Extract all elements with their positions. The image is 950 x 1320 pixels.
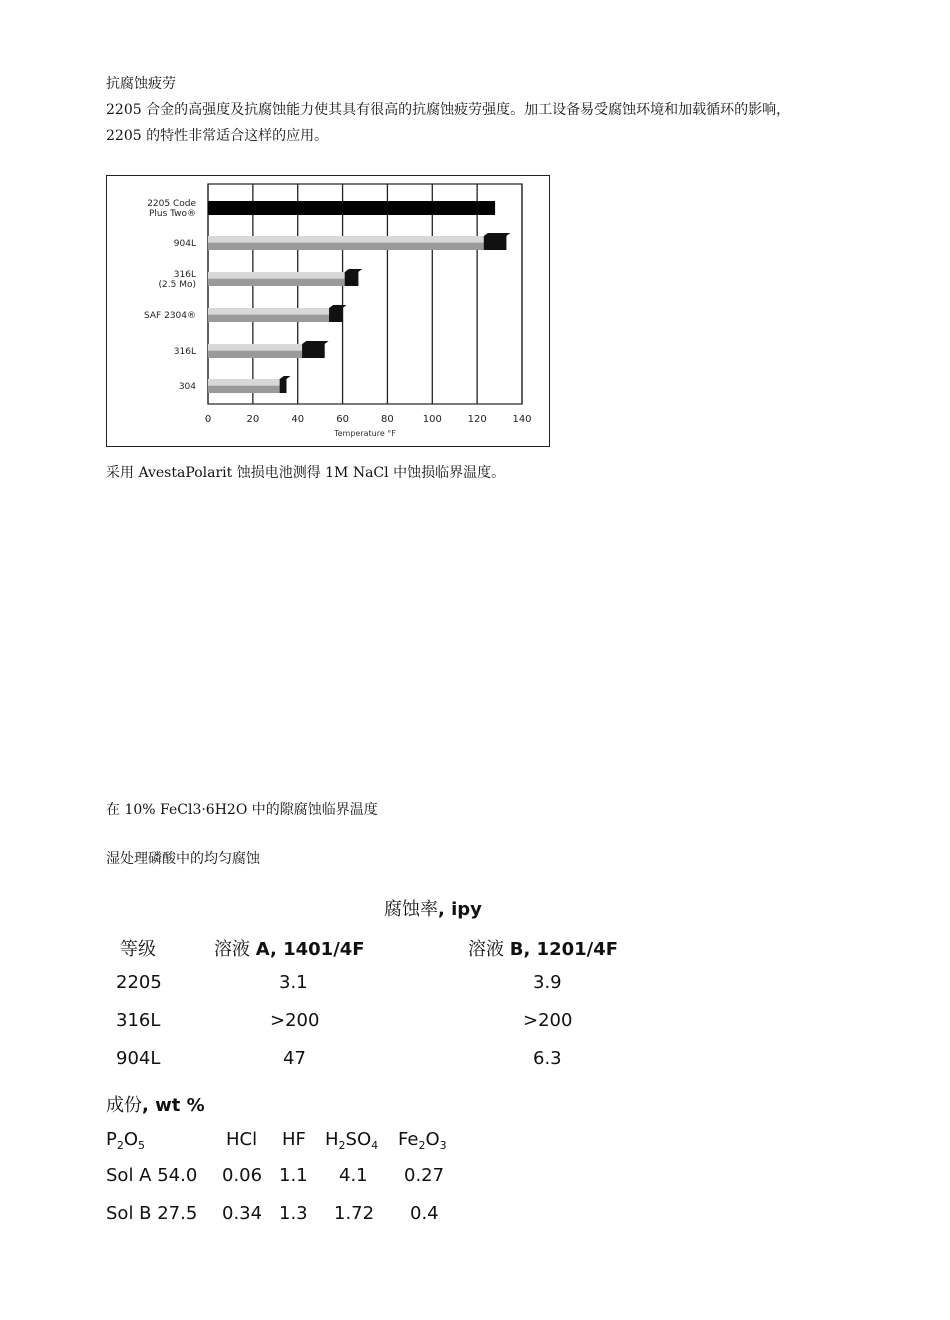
paragraph-line-2: 2205 的特性非常适合这样的应用。 <box>106 128 329 144</box>
category-label: 304 <box>178 382 196 392</box>
x-tick-label: 60 <box>336 414 349 425</box>
col-b-cn: 溶液 <box>468 939 510 960</box>
fe2o3-value: 0.4 <box>410 1203 439 1224</box>
col-a-en: A, 1401/4F <box>255 939 365 960</box>
bar-cap-face <box>484 236 506 250</box>
sub: 4 <box>371 1139 379 1152</box>
x-tick-label: 0 <box>204 414 212 425</box>
x-tick-label: 100 <box>422 414 442 425</box>
chart-svg <box>107 176 549 446</box>
hcl-value: 0.34 <box>222 1203 263 1224</box>
sub: 2 <box>116 1139 124 1152</box>
paragraph-line-1: 2205 合金的高强度及抗腐蚀能力使其具有很高的抗腐蚀疲劳强度。加工设备易受腐蚀环境和加载循环的影响， <box>106 102 791 118</box>
category-label: 2205 Code <box>147 199 196 209</box>
fe: Fe <box>398 1129 419 1150</box>
category-label: 904L <box>173 239 196 249</box>
header-hcl: HCl <box>226 1129 258 1150</box>
bar <box>208 201 495 215</box>
sub: 5 <box>138 1139 146 1152</box>
header-p2o5 <box>106 1129 145 1150</box>
section-heading: 抗腐蚀疲劳 <box>106 76 176 92</box>
row-a: >200 <box>270 1010 320 1031</box>
sol-label: Sol B 27.5 <box>106 1203 198 1224</box>
x-tick-label: 40 <box>291 414 305 425</box>
bar <box>208 379 280 393</box>
phosphoric-caption: 湿处理磷酸中的均匀腐蚀 <box>106 851 260 867</box>
bar <box>208 272 345 286</box>
col-b-en: B, 1201/4F <box>509 939 619 960</box>
bar-cap-face <box>345 272 358 286</box>
category-label: 316L <box>173 347 196 357</box>
composition-title-cn: 成份 <box>106 1095 142 1116</box>
category-label: 316L <box>173 270 196 280</box>
x-tick-label: 140 <box>512 414 532 425</box>
row-b: 6.3 <box>533 1048 562 1069</box>
crevice-caption: 在 10% FeCl3·6H2O 中的隙腐蚀临界温度 <box>106 802 378 818</box>
composition-title <box>106 1091 205 1117</box>
row-a: 47 <box>283 1048 306 1069</box>
chart-caption: 采用 AvestaPolarit 蚀损电池测得 1M NaCl 中蚀损临界温度。 <box>106 465 506 481</box>
h2so4-value: 1.72 <box>334 1203 375 1224</box>
sub: 2 <box>418 1139 426 1152</box>
row-b: >200 <box>523 1010 573 1031</box>
corrosion-table-title <box>384 895 482 921</box>
row-grade: 316L <box>116 1010 161 1031</box>
h2so4-value: 4.1 <box>339 1165 368 1186</box>
plot-area <box>208 184 522 404</box>
header-h2so4 <box>325 1129 378 1150</box>
row-grade: 904L <box>116 1048 161 1069</box>
category-label: Plus Two® <box>148 209 196 219</box>
x-axis-label: Temperature °F <box>334 429 396 438</box>
hf-value: 1.1 <box>279 1165 308 1186</box>
bar <box>208 344 302 358</box>
x-tick-label: 20 <box>246 414 260 425</box>
composition-title-en: , wt % <box>142 1095 205 1116</box>
x-tick-label: 120 <box>467 414 487 425</box>
bar-cap-face <box>329 308 342 322</box>
pitting-temperature-chart <box>106 175 550 447</box>
hf-value: 1.3 <box>279 1203 308 1224</box>
corrosion-title-cn: 腐蚀率 <box>384 899 438 920</box>
category-label: SAF 2304® <box>144 311 196 321</box>
row-b: 3.9 <box>533 972 562 993</box>
o: O <box>425 1129 440 1150</box>
corrosion-title-en: , ipy <box>438 899 482 920</box>
col-a-cn: 溶液 <box>214 939 256 960</box>
bar-cap-face <box>280 379 287 393</box>
col-grade-header: 等级 <box>120 939 156 960</box>
header-fe2o3 <box>398 1129 447 1150</box>
h: H <box>325 1129 339 1150</box>
p: P <box>106 1129 117 1150</box>
fe2o3-value: 0.27 <box>404 1165 445 1186</box>
sub: 3 <box>439 1139 447 1152</box>
sol-label: Sol A 54.0 <box>106 1165 198 1186</box>
so: SO <box>345 1129 372 1150</box>
x-tick-label: 80 <box>381 414 394 425</box>
row-a: 3.1 <box>279 972 308 993</box>
bar <box>208 236 484 250</box>
bar <box>208 308 329 322</box>
hcl-value: 0.06 <box>222 1165 263 1186</box>
row-grade: 2205 <box>116 972 162 993</box>
col-b-header <box>468 935 618 961</box>
header-hf: HF <box>282 1129 306 1150</box>
sub: 2 <box>338 1139 346 1152</box>
category-label: (2.5 Mo) <box>158 280 196 290</box>
col-a-header <box>214 935 365 961</box>
bar-cap-face <box>302 344 324 358</box>
o: O <box>123 1129 139 1150</box>
